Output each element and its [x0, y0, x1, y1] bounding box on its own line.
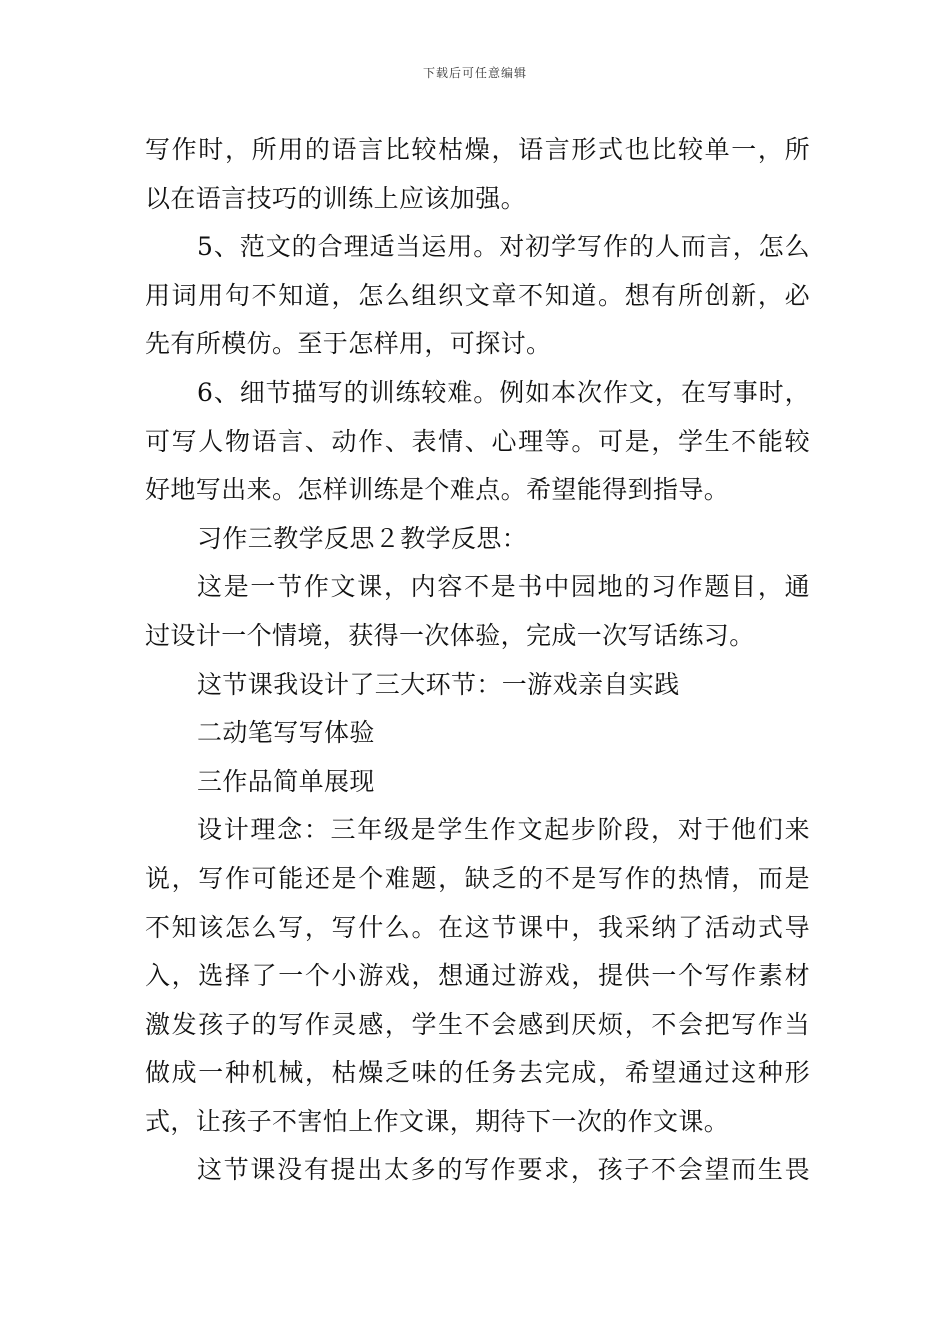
paragraph-line: 式，让孩子不害怕上作文课，期待下一次的作文课。 [145, 1106, 730, 1136]
paragraph-line: 说，写作可能还是个难题，缺乏的不是写作的热情，而是 [145, 863, 810, 893]
paragraph-line: 入，选择了一个小游戏，想通过游戏，提供一个写作素材 [145, 961, 810, 991]
paragraph-line: 用词用句不知道，怎么组织文章不知道。想有所创新，必 [145, 280, 810, 310]
paragraph-line: 先有所模仿。至于怎样用，可探讨。 [145, 329, 552, 359]
paragraph-line: 二动笔写写体验 [197, 718, 375, 748]
paragraph-line: 做成一种机械，枯燥乏味的任务去完成，希望通过这种形 [145, 1058, 810, 1088]
paragraph-line: 好地写出来。怎样训练是个难点。希望能得到指导。 [145, 475, 730, 505]
paragraph-line: 设计理念：三年级是学生作文起步阶段，对于他们来 [197, 815, 810, 845]
paragraph-line: 这节课没有提出太多的写作要求，孩子不会望而生畏 [197, 1155, 810, 1185]
paragraph-line: 以在语言技巧的训练上应该加强。 [145, 183, 527, 213]
section-heading: 习作三教学反思２教学反思： [197, 523, 528, 553]
paragraph-line: 激发孩子的写作灵感，学生不会感到厌烦，不会把写作当 [145, 1009, 810, 1039]
page-header-note: 下载后可任意编辑 [422, 66, 527, 80]
paragraph-line: 过设计一个情境，获得一次体验，完成一次写话练习。 [145, 620, 755, 650]
paragraph-line: 5、范文的合理适当运用。对初学写作的人而言，怎么 [197, 232, 810, 262]
paragraph-line: 这是一节作文课，内容不是书中园地的习作题目，通 [197, 572, 810, 602]
paragraph-line: 不知该怎么写，写什么。在这节课中，我采纳了活动式导 [145, 912, 810, 942]
paragraph-line: 写作时，所用的语言比较枯燥，语言形式也比较单一，所 [145, 135, 810, 164]
paragraph-line: 可写人物语言、动作、表情、心理等。可是，学生不能较 [145, 426, 810, 456]
paragraph-line: 三作品简单展现 [197, 766, 375, 796]
paragraph-line: 这节课我设计了三大环节：一游戏亲自实践 [197, 669, 680, 699]
paragraph-line: 6、细节描写的训练较难。例如本次作文，在写事时， [197, 377, 810, 407]
document-body [145, 126, 810, 1195]
